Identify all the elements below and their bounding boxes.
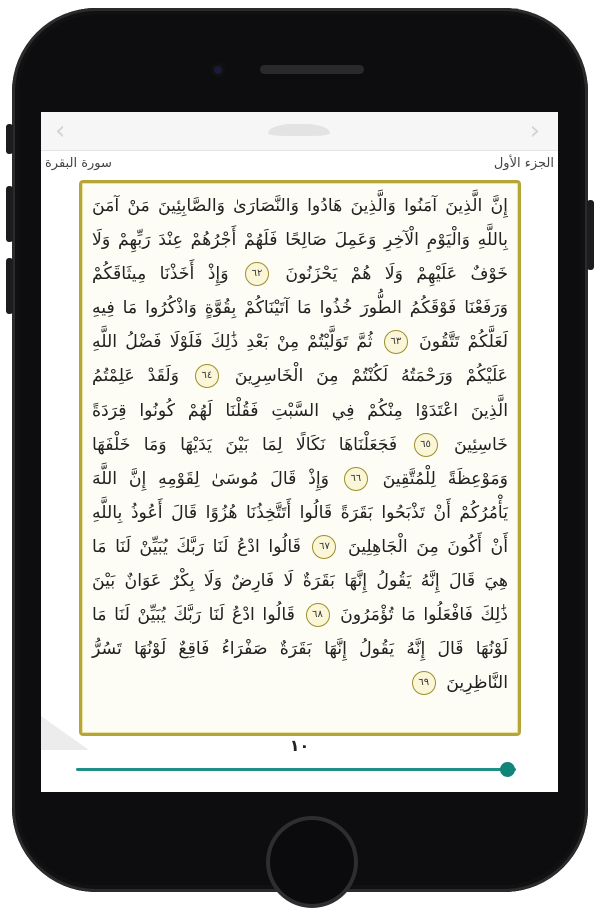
volume-up-button <box>6 186 13 242</box>
top-bar <box>41 112 558 151</box>
verse-text: وَإِذْ قَالَ مُوسَىٰ لِقَوْمِهِ إِنَّ اللَّهَ يَأْمُرُكُمْ أَنْ تَذْبَحُوا بَقَرَةً قَالُوا أَتَتَّخِذُنَا هُزُوًا قَالَ أَعُوذُ بِاللَّهِ أَنْ أَكُونَ مِنَ الْجَاهِلِينَ <box>92 468 508 557</box>
ayah-number-marker[interactable]: ٦٣ <box>384 330 408 354</box>
ayah-number-marker[interactable]: ٦٧ <box>312 535 336 559</box>
pull-handle[interactable] <box>268 124 330 136</box>
verse-text: قَالُوا ادْعُ لَنَا رَبَّكَ يُبَيِّنْ لَنَا مَا لَوْنُهَا قَالَ إِنَّهُ يَقُولُ إِنَّهَا بَقَرَةٌ صَفْرَاءُ فَاقِعٌ لَوْنُهَا تَسُرُّ النَّاظِرِينَ <box>92 605 508 694</box>
quran-page-frame <box>79 180 521 736</box>
page-header <box>41 152 558 178</box>
ayah-number-marker[interactable]: ٦٩ <box>412 671 436 695</box>
ayah-number-marker[interactable]: ٦٦ <box>344 467 368 491</box>
ayah-number-marker[interactable]: ٦٥ <box>414 433 438 457</box>
juz-label: الجزء الأول <box>493 156 554 171</box>
phone-frame <box>12 8 588 892</box>
power-button <box>587 200 594 270</box>
chevron-left-icon[interactable]: ‹ <box>55 116 66 146</box>
verse-text: وَإِذْ أَخَذْنَا مِيثَاقَكُمْ وَرَفَعْنَا فَوْقَكُمُ الطُّورَ خُذُوا مَا آتَيْنَاكُمْ بِقُوَّةٍ وَاذْكُرُوا مَا فِيهِ لَعَلَّكُمْ تَتَّقُونَ <box>92 264 508 353</box>
verse-text: وَلَقَدْ عَلِمْتُمُ الَّذِينَ اعْتَدَوْا مِنْكُمْ فِي السَّبْتِ فَقُلْنَا لَهُمْ كُونُوا قِرَدَةً خَاسِئِينَ <box>92 366 508 455</box>
screen <box>41 112 558 792</box>
surah-label: سورة البقرة <box>45 156 112 171</box>
home-button[interactable] <box>266 816 358 908</box>
ayah-number-marker[interactable]: ٦٢ <box>245 262 269 286</box>
ayah-number-marker[interactable]: ٦٨ <box>306 603 330 627</box>
volume-down-button <box>6 258 13 314</box>
verse-text: ثُمَّ تَوَلَّيْتُمْ مِنْ بَعْدِ ذَٰلِكَ فَلَوْلَا فَضْلُ اللَّهِ عَلَيْكُمْ وَرَحْمَتُهُ لَكُنْتُمْ مِنَ الْخَاسِرِينَ <box>92 332 508 387</box>
verse-text: فَجَعَلْنَاهَا نَكَالًا لِمَا بَيْنَ يَدَيْهَا وَمَا خَلْفَهَا وَمَوْعِظَةً لِلْمُتَّقِينَ <box>92 434 508 489</box>
page-slider-thumb[interactable] <box>500 762 515 777</box>
verse-text: قَالُوا ادْعُ لَنَا رَبَّكَ يُبَيِّنْ لَنَا مَا هِيَ قَالَ إِنَّهُ يَقُولُ إِنَّهَا بَقَرَةٌ لَا فَارِضٌ وَلَا بِكْرٌ عَوَانٌ بَيْنَ ذَٰلِكَ فَافْعَلُوا مَا تُؤْمَرُونَ <box>92 536 508 626</box>
page-slider-track[interactable] <box>76 768 516 771</box>
front-camera <box>211 63 225 77</box>
chevron-right-icon[interactable]: › <box>529 116 540 146</box>
mute-switch <box>6 124 13 154</box>
verse-text-block <box>92 189 508 727</box>
earpiece-speaker <box>260 65 364 74</box>
page-number: ١٠ <box>289 736 310 755</box>
ayah-number-marker[interactable]: ٦٤ <box>195 364 219 388</box>
verse-text: إِنَّ الَّذِينَ آمَنُوا وَالَّذِينَ هَادُوا وَالنَّصَارَىٰ وَالصَّابِئِينَ مَنْ آمَنَ بِاللَّهِ وَالْيَوْمِ الْآخِرِ وَعَمِلَ صَالِحًا فَلَهُمْ أَجْرُهُمْ عِنْدَ رَبِّهِمْ وَلَا خَوْفٌ عَلَيْهِمْ وَلَا هُمْ يَحْزَنُونَ <box>92 196 509 285</box>
